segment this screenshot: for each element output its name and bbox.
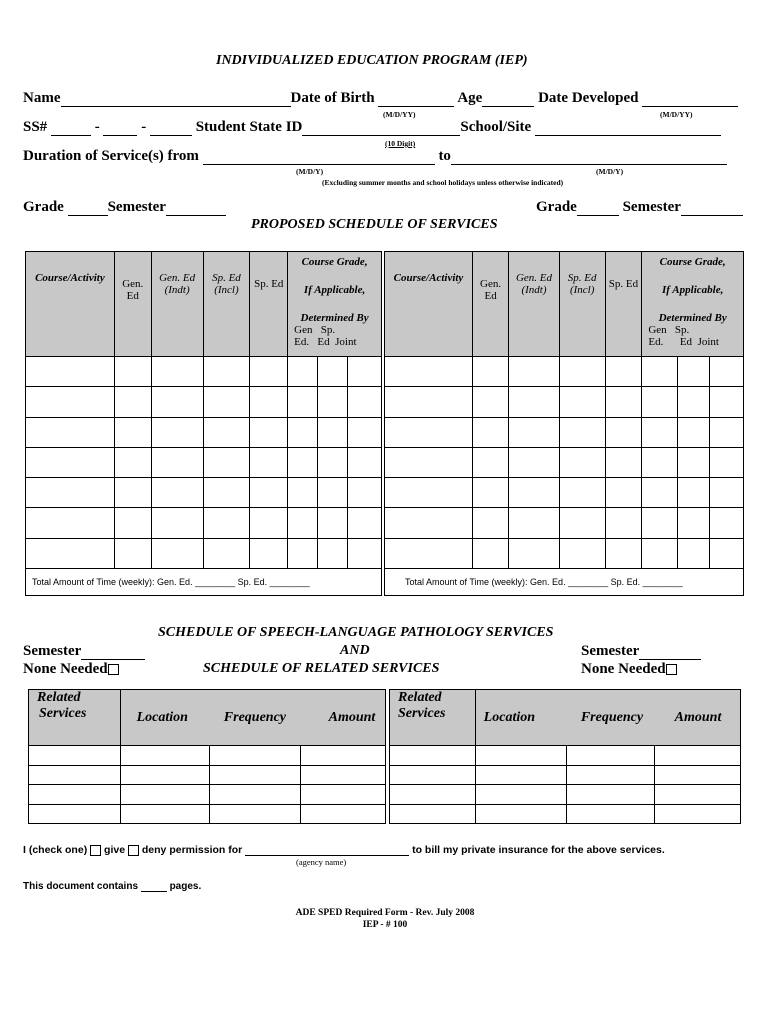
table-cell[interactable] — [114, 417, 151, 447]
table-cell[interactable] — [509, 538, 560, 568]
date-developed-field[interactable] — [642, 92, 738, 107]
table-cell[interactable] — [348, 478, 382, 508]
table-cell[interactable] — [677, 387, 710, 417]
table-cell[interactable] — [559, 417, 605, 447]
table-cell[interactable] — [559, 508, 605, 538]
table-cell[interactable] — [710, 387, 744, 417]
table-cell[interactable] — [509, 387, 560, 417]
table-cell[interactable] — [390, 785, 476, 805]
none-needed-checkbox[interactable] — [666, 664, 677, 675]
determined-by-label: Determined By — [300, 312, 369, 324]
if-applicable-label: If Applicable, — [303, 284, 366, 296]
table-cell[interactable] — [473, 447, 509, 477]
table-cell[interactable] — [203, 508, 250, 538]
ssn-separator: - — [141, 119, 147, 135]
joint-label: Joint — [335, 336, 357, 348]
table-row — [26, 447, 382, 477]
table-cell[interactable] — [203, 538, 250, 568]
table-cell[interactable] — [120, 804, 210, 824]
table-cell[interactable] — [301, 746, 386, 766]
none-needed-label: None Needed — [581, 661, 666, 677]
table-cell[interactable] — [151, 357, 203, 387]
schedule-header-row — [385, 252, 744, 357]
table-cell[interactable] — [26, 447, 115, 477]
table-cell[interactable] — [210, 765, 301, 785]
table-cell[interactable] — [385, 538, 473, 568]
table-cell[interactable] — [250, 447, 288, 477]
table-cell[interactable] — [120, 746, 210, 766]
semester-field[interactable] — [639, 645, 701, 660]
gen-label: Gen — [648, 324, 667, 336]
sp-label: Sp. — [674, 324, 690, 336]
ssn-row — [23, 119, 721, 136]
table-cell[interactable] — [114, 357, 151, 387]
determined-by-options-2 — [288, 336, 381, 348]
table-cell[interactable] — [318, 508, 348, 538]
total-row — [26, 569, 382, 596]
table-cell[interactable] — [301, 785, 386, 805]
table-row — [26, 417, 382, 447]
pages-suffix: pages. — [169, 881, 202, 892]
if-applicable-label: If Applicable, — [662, 284, 724, 296]
table-cell[interactable] — [559, 478, 605, 508]
table-cell[interactable] — [288, 417, 318, 447]
semester-field[interactable] — [166, 201, 226, 216]
sp-ed-incl-header: Sp. Ed (Incl) — [203, 252, 250, 357]
ssn-field-2[interactable] — [103, 121, 137, 136]
state-id-hint: (10 Digit) — [385, 139, 416, 148]
table-cell[interactable] — [677, 447, 710, 477]
table-cell[interactable] — [677, 478, 710, 508]
duration-to-label: to — [438, 148, 451, 164]
course-activity-header: Course/Activity — [385, 252, 473, 357]
table-cell[interactable] — [473, 538, 509, 568]
ed-label: Ed — [317, 336, 330, 348]
total-time-right: Total Amount of Time (weekly): Gen. Ed. ________ Sp. Ed. ________ — [385, 569, 744, 596]
sp-ed-header: Sp. Ed — [605, 252, 642, 357]
table-cell[interactable] — [642, 357, 678, 387]
table-cell[interactable] — [605, 357, 642, 387]
table-cell[interactable] — [677, 538, 710, 568]
document-title: INDIVIDUALIZED EDUCATION PROGRAM (IEP) — [216, 53, 528, 68]
related-title: SCHEDULE OF RELATED SERVICES — [203, 661, 440, 676]
table-cell[interactable] — [605, 538, 642, 568]
table-cell[interactable] — [655, 804, 741, 824]
table-cell[interactable] — [151, 417, 203, 447]
table-cell[interactable] — [114, 478, 151, 508]
table-cell[interactable] — [567, 765, 655, 785]
deny-checkbox[interactable] — [128, 845, 139, 856]
table-row — [385, 538, 744, 568]
table-cell[interactable] — [26, 417, 115, 447]
total-time-left: Total Amount of Time (weekly): Gen. Ed. ________ Sp. Ed. ________ — [26, 569, 382, 596]
check-one-label: I (check one) — [23, 844, 88, 856]
table-cell[interactable] — [473, 417, 509, 447]
related-services-header — [390, 690, 476, 746]
table-cell[interactable] — [385, 387, 473, 417]
table-cell[interactable] — [288, 508, 318, 538]
duration-from-field[interactable] — [203, 150, 435, 165]
course-activity-header: Course/Activity — [26, 252, 115, 357]
footer-form-number: IEP - # 100 — [362, 920, 408, 930]
table-cell[interactable] — [288, 478, 318, 508]
table-cell[interactable] — [677, 357, 710, 387]
related-label: Related — [398, 690, 442, 705]
table-cell[interactable] — [250, 538, 288, 568]
ssn-field-3[interactable] — [150, 121, 192, 136]
gen-ed-indt-header: Gen. Ed (Indt) — [509, 252, 560, 357]
table-cell[interactable] — [655, 765, 741, 785]
table-cell[interactable] — [509, 447, 560, 477]
table-row — [26, 387, 382, 417]
table-cell[interactable] — [605, 417, 642, 447]
table-cell[interactable] — [385, 357, 473, 387]
table-cell[interactable] — [473, 387, 509, 417]
table-cell[interactable] — [642, 417, 678, 447]
table-row — [390, 746, 741, 766]
related-table-left — [28, 689, 386, 824]
table-row — [26, 508, 382, 538]
table-cell[interactable] — [605, 508, 642, 538]
table-cell[interactable] — [29, 804, 121, 824]
table-cell[interactable] — [288, 387, 318, 417]
give-label: give — [104, 844, 126, 856]
table-row — [26, 478, 382, 508]
table-cell[interactable] — [559, 387, 605, 417]
excluding-note: (Excluding summer months and school holidays unless otherwise indicated) — [322, 178, 564, 187]
grade-semester-left — [23, 199, 226, 216]
table-row — [26, 538, 382, 568]
table-cell[interactable] — [559, 357, 605, 387]
frequency-header: Frequency — [567, 690, 655, 746]
table-cell[interactable] — [29, 785, 121, 805]
none-needed-checkbox[interactable] — [108, 664, 119, 675]
table-row — [385, 447, 744, 477]
name-row — [23, 90, 738, 107]
table-cell[interactable] — [710, 538, 744, 568]
table-cell[interactable] — [203, 417, 250, 447]
determined-by-options — [642, 324, 743, 336]
name-label: Name — [23, 90, 61, 106]
semester-label: Semester — [581, 643, 640, 659]
table-cell[interactable] — [710, 447, 744, 477]
pages-line — [23, 881, 201, 892]
table-row — [385, 357, 744, 387]
table-cell[interactable] — [473, 478, 509, 508]
schedule-table-left — [25, 251, 382, 596]
determined-by-options — [288, 324, 381, 336]
joint-label: Joint — [697, 336, 719, 348]
related-header-row — [390, 690, 741, 746]
name-field[interactable] — [61, 92, 291, 107]
semester-right — [581, 643, 701, 660]
table-cell[interactable] — [318, 387, 348, 417]
related-table-right — [389, 689, 741, 824]
table-cell[interactable] — [26, 387, 115, 417]
table-cell[interactable] — [605, 447, 642, 477]
table-cell[interactable] — [348, 508, 382, 538]
ssn-field-1[interactable] — [51, 121, 91, 136]
table-cell[interactable] — [288, 447, 318, 477]
table-row — [390, 765, 741, 785]
table-cell[interactable] — [151, 447, 203, 477]
table-cell[interactable] — [567, 785, 655, 805]
location-header: Location — [120, 690, 210, 746]
table-cell[interactable] — [250, 508, 288, 538]
to-format-hint: (M/D/Y) — [596, 167, 624, 176]
table-cell[interactable] — [26, 357, 115, 387]
table-cell[interactable] — [210, 746, 301, 766]
table-cell[interactable] — [288, 538, 318, 568]
table-cell[interactable] — [475, 765, 567, 785]
table-cell[interactable] — [26, 508, 115, 538]
semester-label: Semester — [107, 199, 166, 215]
sp-ed-header: Sp. Ed — [250, 252, 288, 357]
table-cell[interactable] — [348, 538, 382, 568]
related-label: Related — [37, 690, 81, 705]
table-cell[interactable] — [120, 785, 210, 805]
table-cell[interactable] — [567, 746, 655, 766]
table-row — [29, 785, 386, 805]
give-checkbox[interactable] — [90, 845, 101, 856]
duration-row — [23, 148, 727, 165]
table-cell[interactable] — [605, 478, 642, 508]
table-cell[interactable] — [114, 538, 151, 568]
table-cell[interactable] — [318, 538, 348, 568]
table-cell[interactable] — [301, 804, 386, 824]
ssn-separator: - — [94, 119, 100, 135]
table-cell[interactable] — [301, 765, 386, 785]
table-cell[interactable] — [567, 804, 655, 824]
school-label: School/Site — [460, 119, 532, 135]
agency-field[interactable] — [245, 845, 409, 856]
ssn-label: SS# — [23, 119, 48, 135]
school-field[interactable] — [535, 121, 721, 136]
total-row — [385, 569, 744, 596]
location-header: Location — [475, 690, 567, 746]
table-cell[interactable] — [710, 478, 744, 508]
table-cell[interactable] — [642, 447, 678, 477]
table-cell[interactable] — [114, 508, 151, 538]
agency-hint: (agency name) — [296, 857, 347, 867]
ed-label: Ed — [679, 336, 693, 348]
table-cell[interactable] — [318, 478, 348, 508]
table-cell[interactable] — [29, 746, 121, 766]
table-cell[interactable] — [473, 508, 509, 538]
course-grade-label: Course Grade, — [659, 256, 726, 268]
table-cell[interactable] — [288, 357, 318, 387]
table-cell[interactable] — [655, 785, 741, 805]
determined-by-label: Determined By — [658, 312, 727, 324]
table-cell[interactable] — [475, 785, 567, 805]
table-cell[interactable] — [250, 478, 288, 508]
schedule-table-right — [384, 251, 744, 596]
table-cell[interactable] — [348, 357, 382, 387]
table-cell[interactable] — [509, 508, 560, 538]
related-services-header — [29, 690, 121, 746]
duration-to-field[interactable] — [451, 150, 727, 165]
table-cell[interactable] — [318, 417, 348, 447]
table-row — [29, 765, 386, 785]
speech-title: SCHEDULE OF SPEECH-LANGUAGE PATHOLOGY SERVICES — [158, 625, 554, 640]
frequency-header: Frequency — [210, 690, 301, 746]
none-needed-left — [23, 661, 119, 678]
gen-ed-header: Gen. Ed — [114, 252, 151, 357]
table-cell[interactable] — [26, 538, 115, 568]
services-label: Services — [398, 706, 446, 721]
table-cell[interactable] — [475, 804, 567, 824]
table-cell[interactable] — [385, 508, 473, 538]
ed-label: Ed. — [648, 336, 664, 348]
table-cell[interactable] — [677, 417, 710, 447]
table-cell[interactable] — [710, 508, 744, 538]
table-cell[interactable] — [473, 357, 509, 387]
semester-label: Semester — [622, 199, 681, 215]
duration-label: Duration of Service(s) from — [23, 148, 199, 164]
table-cell[interactable] — [210, 785, 301, 805]
table-cell[interactable] — [151, 478, 203, 508]
amount-header: Amount — [655, 690, 741, 746]
table-cell[interactable] — [390, 765, 476, 785]
amount-header: Amount — [301, 690, 386, 746]
age-field[interactable] — [482, 92, 534, 107]
table-cell[interactable] — [475, 746, 567, 766]
table-cell[interactable] — [203, 357, 250, 387]
from-format-hint: (M/D/Y) — [296, 167, 324, 176]
table-cell[interactable] — [203, 478, 250, 508]
course-grade-header — [642, 252, 744, 357]
sp-ed-incl-header: Sp. Ed (Incl) — [559, 252, 605, 357]
table-cell[interactable] — [385, 417, 473, 447]
state-id-label: Student State ID — [195, 119, 303, 135]
table-cell[interactable] — [348, 417, 382, 447]
semester-field[interactable] — [681, 201, 743, 216]
none-needed-right — [581, 661, 677, 678]
table-cell[interactable] — [385, 447, 473, 477]
table-cell[interactable] — [151, 387, 203, 417]
table-row — [385, 417, 744, 447]
bill-label: to bill my private insurance for the above services. — [412, 844, 665, 856]
table-cell[interactable] — [210, 804, 301, 824]
dob-field[interactable] — [378, 92, 454, 107]
table-row — [385, 387, 744, 417]
pages-label: This document contains — [23, 881, 139, 892]
table-cell[interactable] — [385, 478, 473, 508]
table-cell[interactable] — [655, 746, 741, 766]
table-cell[interactable] — [710, 417, 744, 447]
deny-label: deny permission for — [141, 844, 243, 856]
none-needed-label: None Needed — [23, 661, 108, 677]
table-row — [29, 746, 386, 766]
gen-ed-header: Gen. Ed — [473, 252, 509, 357]
grade-field[interactable] — [577, 201, 619, 216]
gen-ed-indt-header: Gen. Ed (Indt) — [151, 252, 203, 357]
related-header-row — [29, 690, 386, 746]
table-row — [390, 804, 741, 824]
table-row — [385, 508, 744, 538]
dob-label: Date of Birth — [290, 90, 375, 106]
age-label: Age — [457, 90, 483, 106]
services-label: Services — [39, 706, 87, 721]
table-cell[interactable] — [348, 447, 382, 477]
state-id-field[interactable] — [302, 121, 460, 136]
table-cell[interactable] — [642, 478, 678, 508]
table-cell[interactable] — [250, 417, 288, 447]
ed-label: Ed. — [294, 336, 310, 348]
table-row — [29, 804, 386, 824]
semester-left — [23, 643, 145, 660]
semester-field[interactable] — [81, 645, 145, 660]
table-cell[interactable] — [559, 538, 605, 568]
determined-by-options-2 — [642, 336, 743, 348]
dob-format-hint: (M/D/YY) — [383, 110, 416, 119]
table-row — [385, 478, 744, 508]
table-cell[interactable] — [710, 357, 744, 387]
footer-form-info: ADE SPED Required Form - Rev. July 2008 — [295, 908, 475, 918]
grade-semester-right — [536, 199, 743, 216]
table-cell[interactable] — [509, 357, 560, 387]
schedule-title: PROPOSED SCHEDULE OF SERVICES — [251, 217, 498, 232]
table-cell[interactable] — [114, 447, 151, 477]
table-cell[interactable] — [642, 538, 678, 568]
table-cell[interactable] — [203, 447, 250, 477]
course-grade-label: Course Grade, — [301, 256, 368, 268]
table-cell[interactable] — [151, 538, 203, 568]
table-cell[interactable] — [509, 417, 560, 447]
and-label: AND — [340, 643, 370, 658]
table-cell[interactable] — [642, 387, 678, 417]
table-cell[interactable] — [642, 508, 678, 538]
table-cell[interactable] — [390, 746, 476, 766]
permission-line — [23, 844, 665, 856]
table-row — [390, 785, 741, 805]
date-developed-format-hint: (M/D/YY) — [660, 110, 693, 119]
table-cell[interactable] — [348, 387, 382, 417]
table-cell[interactable] — [114, 387, 151, 417]
table-row — [26, 357, 382, 387]
grade-label: Grade — [536, 199, 577, 215]
grade-label: Grade — [23, 199, 64, 215]
pages-field[interactable] — [141, 881, 167, 892]
table-cell[interactable] — [390, 804, 476, 824]
table-cell[interactable] — [605, 387, 642, 417]
table-cell[interactable] — [29, 765, 121, 785]
schedule-header-row — [26, 252, 382, 357]
table-cell[interactable] — [26, 478, 115, 508]
semester-label: Semester — [23, 643, 82, 659]
table-cell[interactable] — [318, 447, 348, 477]
table-cell[interactable] — [677, 508, 710, 538]
table-cell[interactable] — [151, 508, 203, 538]
table-cell[interactable] — [559, 447, 605, 477]
date-developed-label: Date Developed — [538, 90, 639, 106]
course-grade-header — [288, 252, 382, 357]
table-cell[interactable] — [318, 357, 348, 387]
table-cell[interactable] — [250, 357, 288, 387]
table-cell[interactable] — [120, 765, 210, 785]
gen-label: Gen — [294, 324, 313, 336]
grade-field[interactable] — [68, 201, 108, 216]
sp-label: Sp. — [320, 324, 336, 336]
table-cell[interactable] — [203, 387, 250, 417]
table-cell[interactable] — [250, 387, 288, 417]
table-cell[interactable] — [509, 478, 560, 508]
